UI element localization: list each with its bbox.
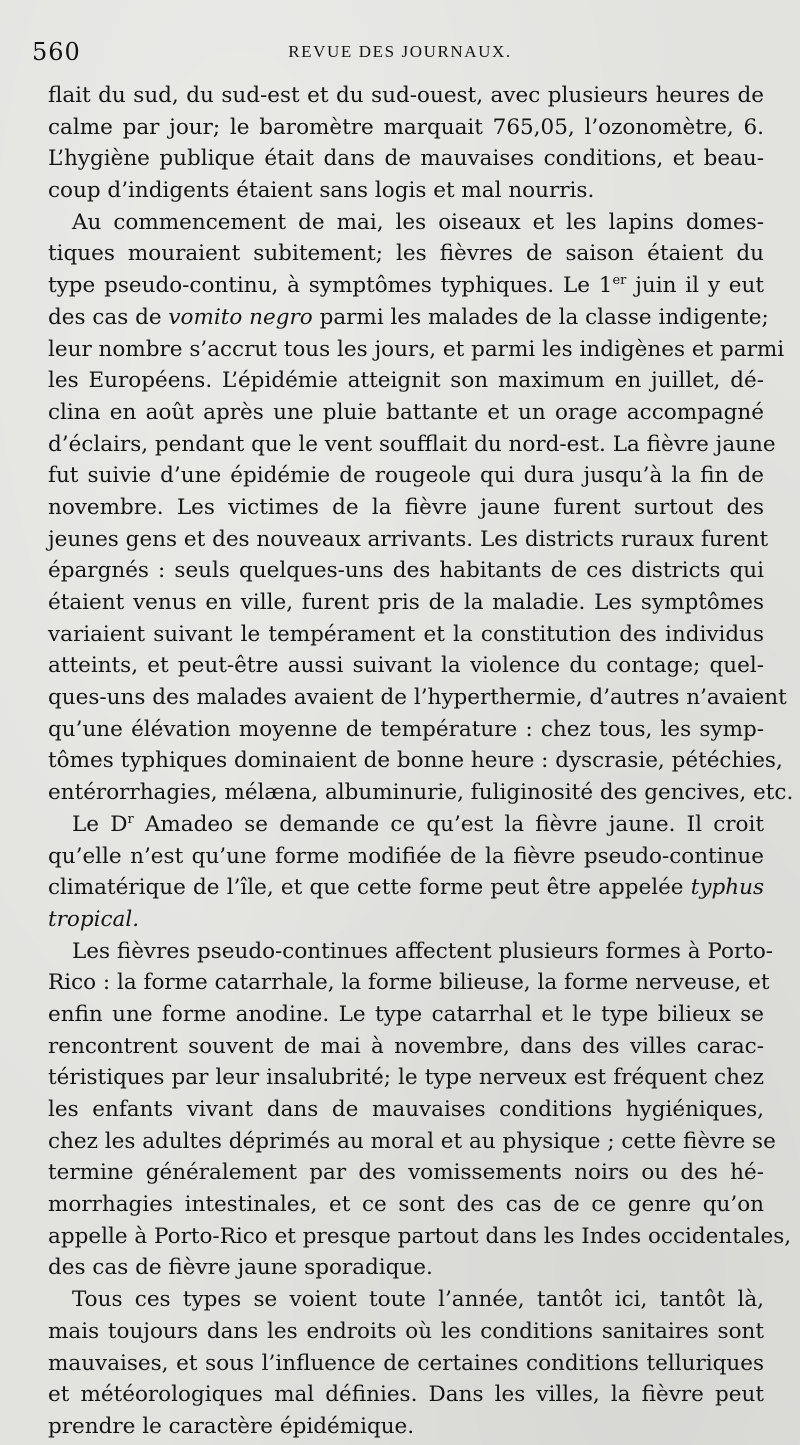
italic-term: typhus bbox=[690, 875, 764, 901]
text-line: chez les adultes déprimés au moral et au physique ; cette fièvre se bbox=[48, 1128, 776, 1154]
text-line: jeunes gens et des nouveaux arrivants. Les districts ruraux furent bbox=[48, 526, 769, 552]
text-line: qu’une élévation moyenne de température : chez tous, les symp- bbox=[48, 716, 764, 742]
text-segment: juin il y eut bbox=[626, 273, 765, 299]
text-line: étaient venus en ville, furent pris de la maladie. Les symptômes bbox=[48, 590, 764, 615]
superscript: r bbox=[127, 811, 134, 827]
text-line: mais toujours dans les endroits où les conditions sanitaires sont bbox=[48, 1318, 764, 1344]
text-line: d’éclairs, pendant que le vent soufflait du nord-est. La fièvre jaune bbox=[48, 431, 776, 457]
text-line: Tous ces types se voient toute l’année, tantôt ici, tantôt là, bbox=[72, 1287, 764, 1313]
text-line: et météorologiques mal définies. Dans les villes, la fièvre peut bbox=[48, 1382, 764, 1408]
text-segment: des cas de bbox=[48, 304, 169, 330]
text-line: leur nombre s’accrut tous les jours, et parmi les indigènes et parmi bbox=[48, 336, 785, 362]
text-line: clina en août après une pluie battante et un orage accompagné bbox=[48, 399, 764, 425]
italic-term: tropical. bbox=[48, 906, 140, 932]
text-line: téristiques par leur insalubrité; le type nerveux est fréquent chez bbox=[48, 1065, 764, 1091]
text-line: entérorrhagies, mélæna, albuminurie, fuliginosité des gencives, etc. bbox=[48, 780, 794, 806]
page-number: 560 bbox=[32, 38, 81, 66]
text-segment: Le D bbox=[72, 811, 128, 837]
text-line: fut suivie d’une épidémie de rougeole qui dura jusqu’à la fin de bbox=[48, 463, 764, 489]
text-line: des cas de fièvre jaune sporadique. bbox=[48, 1255, 433, 1281]
text-line: appelle à Porto-Rico et presque partout dans les Indes occidentales, bbox=[48, 1223, 792, 1249]
text-line bbox=[48, 809, 764, 841]
text-line: qu’elle n’est qu’une forme modifiée de la fièvre pseudo-continue bbox=[48, 843, 764, 869]
text-line: novembre. Les victimes de la fièvre jaune furent surtout des bbox=[48, 494, 764, 520]
text-segment: parmi les malades de la classe indigente; bbox=[312, 304, 769, 330]
text-line: tiques mouraient subitement; les fièvres de saison étaient du bbox=[48, 241, 764, 267]
text-segment: type pseudo-continu, à symptômes typhiques. Le 1 bbox=[48, 273, 613, 299]
text-line: calme par jour; le baromètre marquait 765,05, l’ozonomètre, 6. bbox=[48, 114, 764, 140]
body-text bbox=[48, 80, 794, 1443]
superscript: er bbox=[612, 273, 627, 289]
text-line: tômes typhiques dominaient de bonne heure : dyscrasie, pétéchies, bbox=[48, 748, 783, 774]
text-line: Les fièvres pseudo-continues affectent plusieurs formes à Porto- bbox=[72, 938, 774, 964]
text-line: les enfants vivant dans de mauvaises conditions hygiéniques, bbox=[48, 1097, 764, 1122]
text-segment: climatérique de l’île, et que cette forme peut être appelée bbox=[48, 875, 691, 901]
text-line bbox=[48, 270, 764, 302]
text-line: prendre le caractère épidémique. bbox=[48, 1413, 415, 1439]
text-line bbox=[48, 872, 764, 904]
text-line: les Européens. L’épidémie atteignit son maximum en juillet, dé- bbox=[48, 368, 764, 394]
text-line: épargnés : seuls quelques-uns des habitants de ces districts qui bbox=[48, 558, 764, 584]
page-header bbox=[30, 38, 770, 68]
text-line: mauvaises, et sous l’influence de certaines conditions telluriques bbox=[48, 1350, 764, 1376]
text-line bbox=[48, 904, 764, 936]
text-line: L’hygiène publique était dans de mauvaises conditions, et beau- bbox=[48, 146, 764, 172]
text-line: termine généralement par des vomissements noirs ou des hé- bbox=[48, 1160, 764, 1186]
italic-term: vomito negro bbox=[168, 304, 313, 330]
text-segment: Amadeo se demande ce qu’est la fièvre jaune. Il croit bbox=[133, 811, 765, 837]
text-line: atteints, et peut-être aussi suivant la violence du contage; quel- bbox=[48, 653, 764, 679]
text-line: enfin une forme anodine. Le type catarrhal et le type bilieux se bbox=[48, 1001, 764, 1027]
text-line: coup d’indigents étaient sans logis et mal nourris. bbox=[48, 178, 595, 204]
text-line: ques-uns des malades avaient de l’hyperthermie, d’autres n’avaient bbox=[48, 685, 787, 711]
running-title: REVUE DES JOURNAUX. bbox=[288, 42, 512, 61]
text-line: morrhagies intestinales, et ce sont des cas de ce genre qu’on bbox=[48, 1192, 764, 1218]
text-line: Rico : la forme catarrhale, la forme bilieuse, la forme nerveuse, et bbox=[48, 970, 770, 996]
text-line bbox=[48, 302, 769, 334]
text-line: variaient suivant le tempérament et la constitution des individus bbox=[48, 621, 764, 647]
text-line: flait du sud, du sud-est et du sud-ouest, avec plusieurs heures de bbox=[48, 83, 764, 108]
text-line: rencontrent souvent de mai à novembre, dans des villes carac- bbox=[48, 1033, 764, 1059]
text-line: Au commencement de mai, les oiseaux et les lapins domes- bbox=[72, 209, 764, 235]
